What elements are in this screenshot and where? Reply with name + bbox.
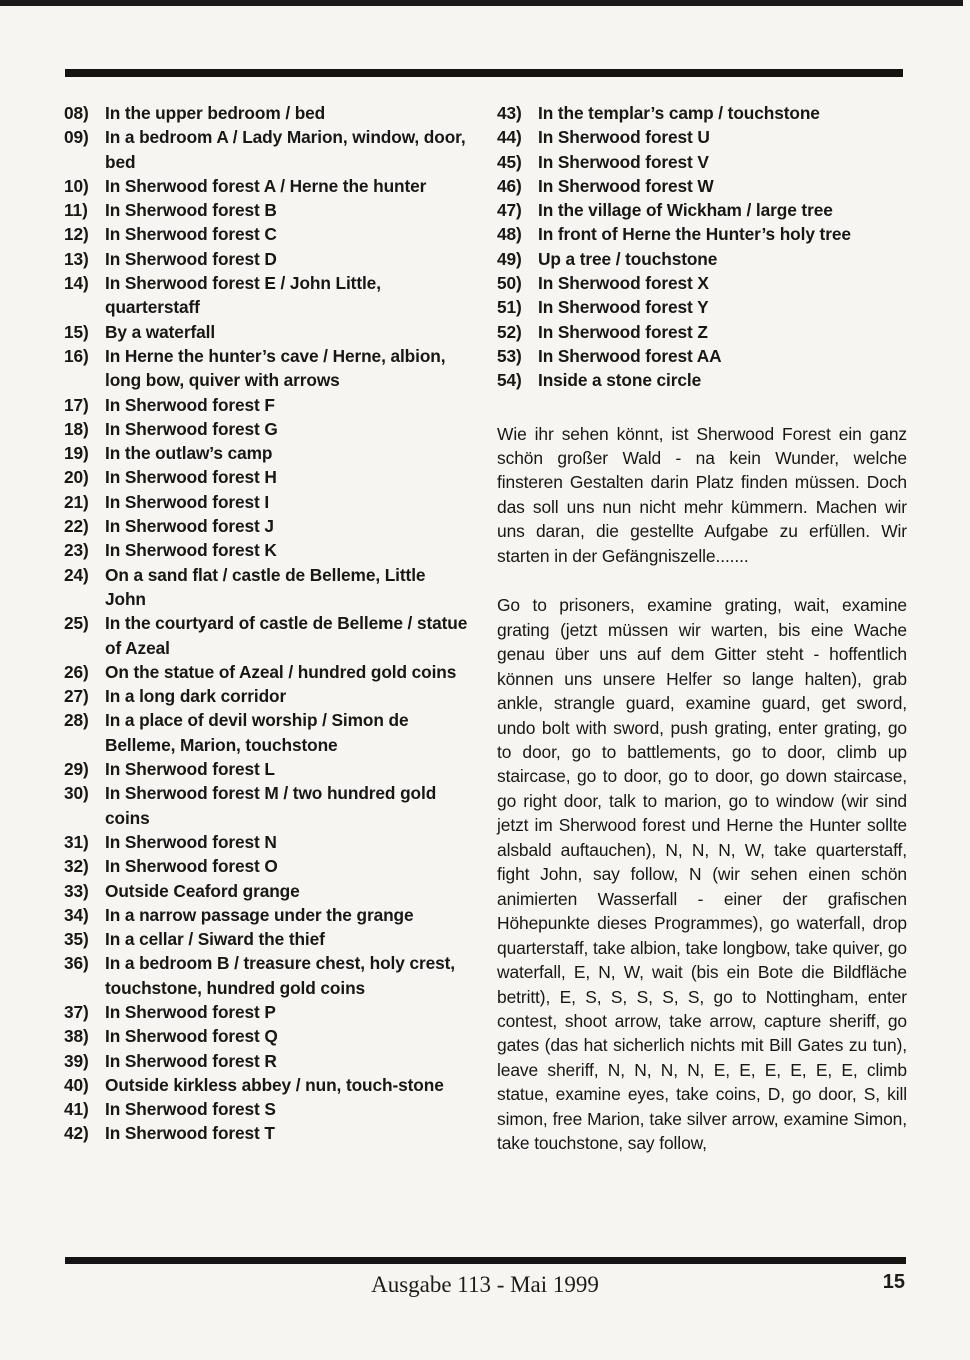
item-text: In Sherwood forest K <box>105 540 277 561</box>
item-number: 15) <box>64 321 89 342</box>
list-item <box>64 1024 468 1048</box>
item-text: In the outlaw’s camp <box>105 443 273 464</box>
item-number: 17) <box>64 394 89 415</box>
item-number: 37) <box>64 1001 89 1022</box>
item-text: In Sherwood forest U <box>538 127 710 148</box>
item-text: In the village of Wickham / large tree <box>538 200 833 221</box>
item-text: In Sherwood forest B <box>105 200 277 221</box>
list-item <box>64 1121 468 1145</box>
item-number: 23) <box>64 540 89 561</box>
item-text: In the upper bedroom / bed <box>105 103 326 123</box>
item-number: 24) <box>64 564 89 585</box>
item-text: In Sherwood forest C <box>105 224 277 245</box>
list-item <box>497 150 907 174</box>
item-text: In Sherwood forest Z <box>538 321 708 342</box>
list-item <box>497 247 907 271</box>
item-text: In Sherwood forest V <box>538 151 709 172</box>
list-item <box>497 271 907 295</box>
item-number: 35) <box>64 929 89 950</box>
list-item <box>497 344 907 368</box>
list-item <box>64 684 468 708</box>
list-item <box>64 174 468 198</box>
item-number: 11) <box>64 200 88 221</box>
list-item <box>64 490 468 514</box>
item-text: Outside Ceaford grange <box>105 880 300 901</box>
item-number: 32) <box>64 856 89 877</box>
left-column <box>64 101 468 1146</box>
item-number: 20) <box>64 467 89 488</box>
list-item <box>64 271 468 320</box>
item-text: In Sherwood forest S <box>105 1099 276 1120</box>
item-number: 49) <box>497 248 522 269</box>
list-item <box>64 417 468 441</box>
item-number: 21) <box>64 491 89 512</box>
list-item <box>64 563 468 612</box>
list-item <box>497 101 907 125</box>
item-text: In Sherwood forest P <box>105 1001 276 1022</box>
item-text: In Sherwood forest O <box>105 856 278 877</box>
item-text: In the templar’s camp / touchstone <box>538 103 820 123</box>
list-item <box>64 247 468 271</box>
item-number: 31) <box>64 831 89 852</box>
list-item <box>497 222 907 246</box>
item-number: 36) <box>64 953 89 974</box>
item-number: 28) <box>64 710 89 731</box>
item-number: 45) <box>497 151 522 172</box>
list-item <box>64 708 468 757</box>
item-number: 30) <box>64 783 89 804</box>
item-text: In Sherwood forest I <box>105 491 270 512</box>
item-text: In a narrow passage under the grange <box>105 904 414 925</box>
item-text: On a sand flat / castle de Belleme, Little John <box>105 564 426 609</box>
list-item <box>497 125 907 149</box>
item-text: In Sherwood forest X <box>538 273 709 294</box>
item-number: 18) <box>64 418 89 439</box>
item-text: In Sherwood forest G <box>105 418 278 439</box>
item-number: 08) <box>64 103 89 123</box>
item-text: In Sherwood forest Q <box>105 1026 278 1047</box>
bottom-rule <box>65 1257 906 1264</box>
list-item <box>64 879 468 903</box>
item-text: In Sherwood forest M / two hundred gold coins <box>105 783 437 828</box>
location-list-left <box>64 101 468 1146</box>
list-item <box>64 1000 468 1024</box>
list-item <box>64 514 468 538</box>
list-item <box>64 222 468 246</box>
item-text: In Herne the hunter’s cave / Herne, albion, long bow, quiver with arrows <box>105 345 446 391</box>
item-text: In a long dark corridor <box>105 686 287 707</box>
list-item <box>64 344 468 393</box>
item-number: 14) <box>64 273 89 294</box>
item-number: 44) <box>497 127 522 148</box>
right-column <box>497 101 907 1156</box>
list-item <box>64 1049 468 1073</box>
item-text: In front of Herne the Hunter’s holy tree <box>538 224 851 245</box>
item-text: On the statue of Azeal / hundred gold coins <box>105 661 457 682</box>
item-number: 26) <box>64 661 89 682</box>
list-item <box>64 660 468 684</box>
list-item <box>497 198 907 222</box>
item-number: 34) <box>64 904 89 925</box>
item-number: 13) <box>64 248 89 269</box>
item-number: 25) <box>64 613 89 634</box>
top-rule <box>65 69 903 77</box>
list-item <box>64 393 468 417</box>
item-number: 19) <box>64 443 89 464</box>
list-item <box>64 1097 468 1121</box>
item-number: 22) <box>64 516 89 537</box>
list-item <box>64 757 468 781</box>
list-item <box>64 198 468 222</box>
item-number: 42) <box>64 1123 89 1144</box>
item-text: In Sherwood forest D <box>105 248 277 269</box>
item-text: In the courtyard of castle de Belleme / statue of Azeal <box>105 613 468 658</box>
item-text: In a bedroom A / Lady Marion, window, door, bed <box>105 127 466 172</box>
item-number: 10) <box>64 175 89 196</box>
item-text: In Sherwood forest H <box>105 467 277 488</box>
item-text: In Sherwood forest R <box>105 1050 277 1071</box>
walkthrough-paragraph: Go to prisoners, examine grating, wait, examine grating (jetzt müssen wir warten, bis eine Wache genau über uns auf dem Gitter steht - hoffentlich können uns unsere Helfer so lange halten), grab ankle, strangle guard, examine guard, get sword, undo bolt with sword, push grating, enter grating, go to door, go to battlements, go to door, climb up staircase, go to door, go to door, go down staircase, go right door, talk to marion, go to window (wir sind jetzt im Sherwood forest und Herne the Hunter sollte alsbald auftauchen), N, N, N, W, take quarterstaff, fight John, say follow, N (wir sehen einen schön animierten Wasserfall - einer der grafischen Höhepunkte dieses Programmes), go waterfall, drop quarterstaff, take albion, take longbow, take quiver, go waterfall, E, N, W, wait (bis ein Bote die Bildfläche betritt), E, S, S, S, S, S, go to Nottingham, enter contest, shoot arrow, take arrow, capture sheriff, go gates (das hat sicherlich nichts mit Bill Gates zu tun), leave sheriff, N, N, N, N, E, E, E, E, E, E, climb statue, examine eyes, take coins, D, go door, S, kill simon, free Marion, take silver arrow, examine Simon, take touchstone, say follow, <box>497 595 907 1154</box>
item-text: In Sherwood forest Y <box>538 297 709 318</box>
list-item <box>64 441 468 465</box>
list-item <box>64 125 468 174</box>
item-text: In Sherwood forest T <box>105 1123 275 1144</box>
item-text: Up a tree / touchstone <box>538 248 718 269</box>
item-number: 27) <box>64 686 89 707</box>
item-number: 50) <box>497 273 522 294</box>
item-text: In Sherwood forest AA <box>538 345 722 366</box>
item-number: 51) <box>497 297 522 318</box>
item-number: 52) <box>497 321 522 342</box>
list-item <box>64 781 468 830</box>
item-text: By a waterfall <box>105 321 216 342</box>
item-number: 39) <box>64 1050 89 1071</box>
list-item <box>64 830 468 854</box>
item-text: In a bedroom B / treasure chest, holy crest, touchstone, hundred gold coins <box>105 953 455 998</box>
item-text: Inside a stone circle <box>538 370 702 391</box>
item-text: In Sherwood forest E / John Little, quarterstaff <box>105 273 381 318</box>
location-list-right <box>497 101 907 393</box>
list-item <box>64 320 468 344</box>
item-text: In a place of devil worship / Simon de Belleme, Marion, touchstone <box>105 710 409 755</box>
list-item <box>64 538 468 562</box>
item-number: 12) <box>64 224 89 245</box>
item-text: In Sherwood forest F <box>105 394 275 415</box>
item-number: 40) <box>64 1074 89 1095</box>
item-text: In Sherwood forest A / Herne the hunter <box>105 175 427 196</box>
list-item <box>64 927 468 951</box>
item-number: 29) <box>64 759 89 780</box>
item-number: 53) <box>497 345 522 366</box>
item-text: In Sherwood forest W <box>538 175 714 196</box>
item-text: In Sherwood forest L <box>105 759 275 780</box>
list-item <box>64 903 468 927</box>
list-item <box>497 368 907 392</box>
list-item <box>64 101 468 125</box>
item-text: Outside kirkless abbey / nun, touch-stone <box>105 1074 444 1095</box>
scan-top-edge <box>0 0 963 6</box>
item-number: 38) <box>64 1026 89 1047</box>
list-item <box>64 1073 468 1097</box>
list-item <box>497 174 907 198</box>
item-number: 09) <box>64 127 89 148</box>
item-text: In Sherwood forest J <box>105 516 274 537</box>
intro-paragraph: Wie ihr sehen könnt, ist Sherwood Forest ein ganz schön großer Wald - na kein Wunder, welche finsteren Gestalten darin Platz finden müssen. Doch das soll uns nun nicht mehr kümmern. Machen wir uns daran, die gestellte Aufgabe zu erfüllen. Wir starten in der Gefängniszelle....... <box>497 423 907 566</box>
item-number: 46) <box>497 175 522 196</box>
item-number: 54) <box>497 370 522 391</box>
item-number: 48) <box>497 224 522 245</box>
item-number: 43) <box>497 103 522 123</box>
list-item <box>64 465 468 489</box>
item-number: 41) <box>64 1099 89 1120</box>
list-item <box>64 854 468 878</box>
list-item <box>64 951 468 1000</box>
item-text: In a cellar / Siward the thief <box>105 929 325 950</box>
footer-issue-line: Ausgabe 113 - Mai 1999 <box>371 1272 599 1297</box>
list-item <box>64 611 468 660</box>
item-number: 33) <box>64 880 89 901</box>
list-item <box>497 295 907 319</box>
item-number: 47) <box>497 200 522 221</box>
item-text: In Sherwood forest N <box>105 831 277 852</box>
page-number: 15 <box>882 1271 905 1293</box>
item-number: 16) <box>64 345 89 366</box>
list-item <box>497 320 907 344</box>
